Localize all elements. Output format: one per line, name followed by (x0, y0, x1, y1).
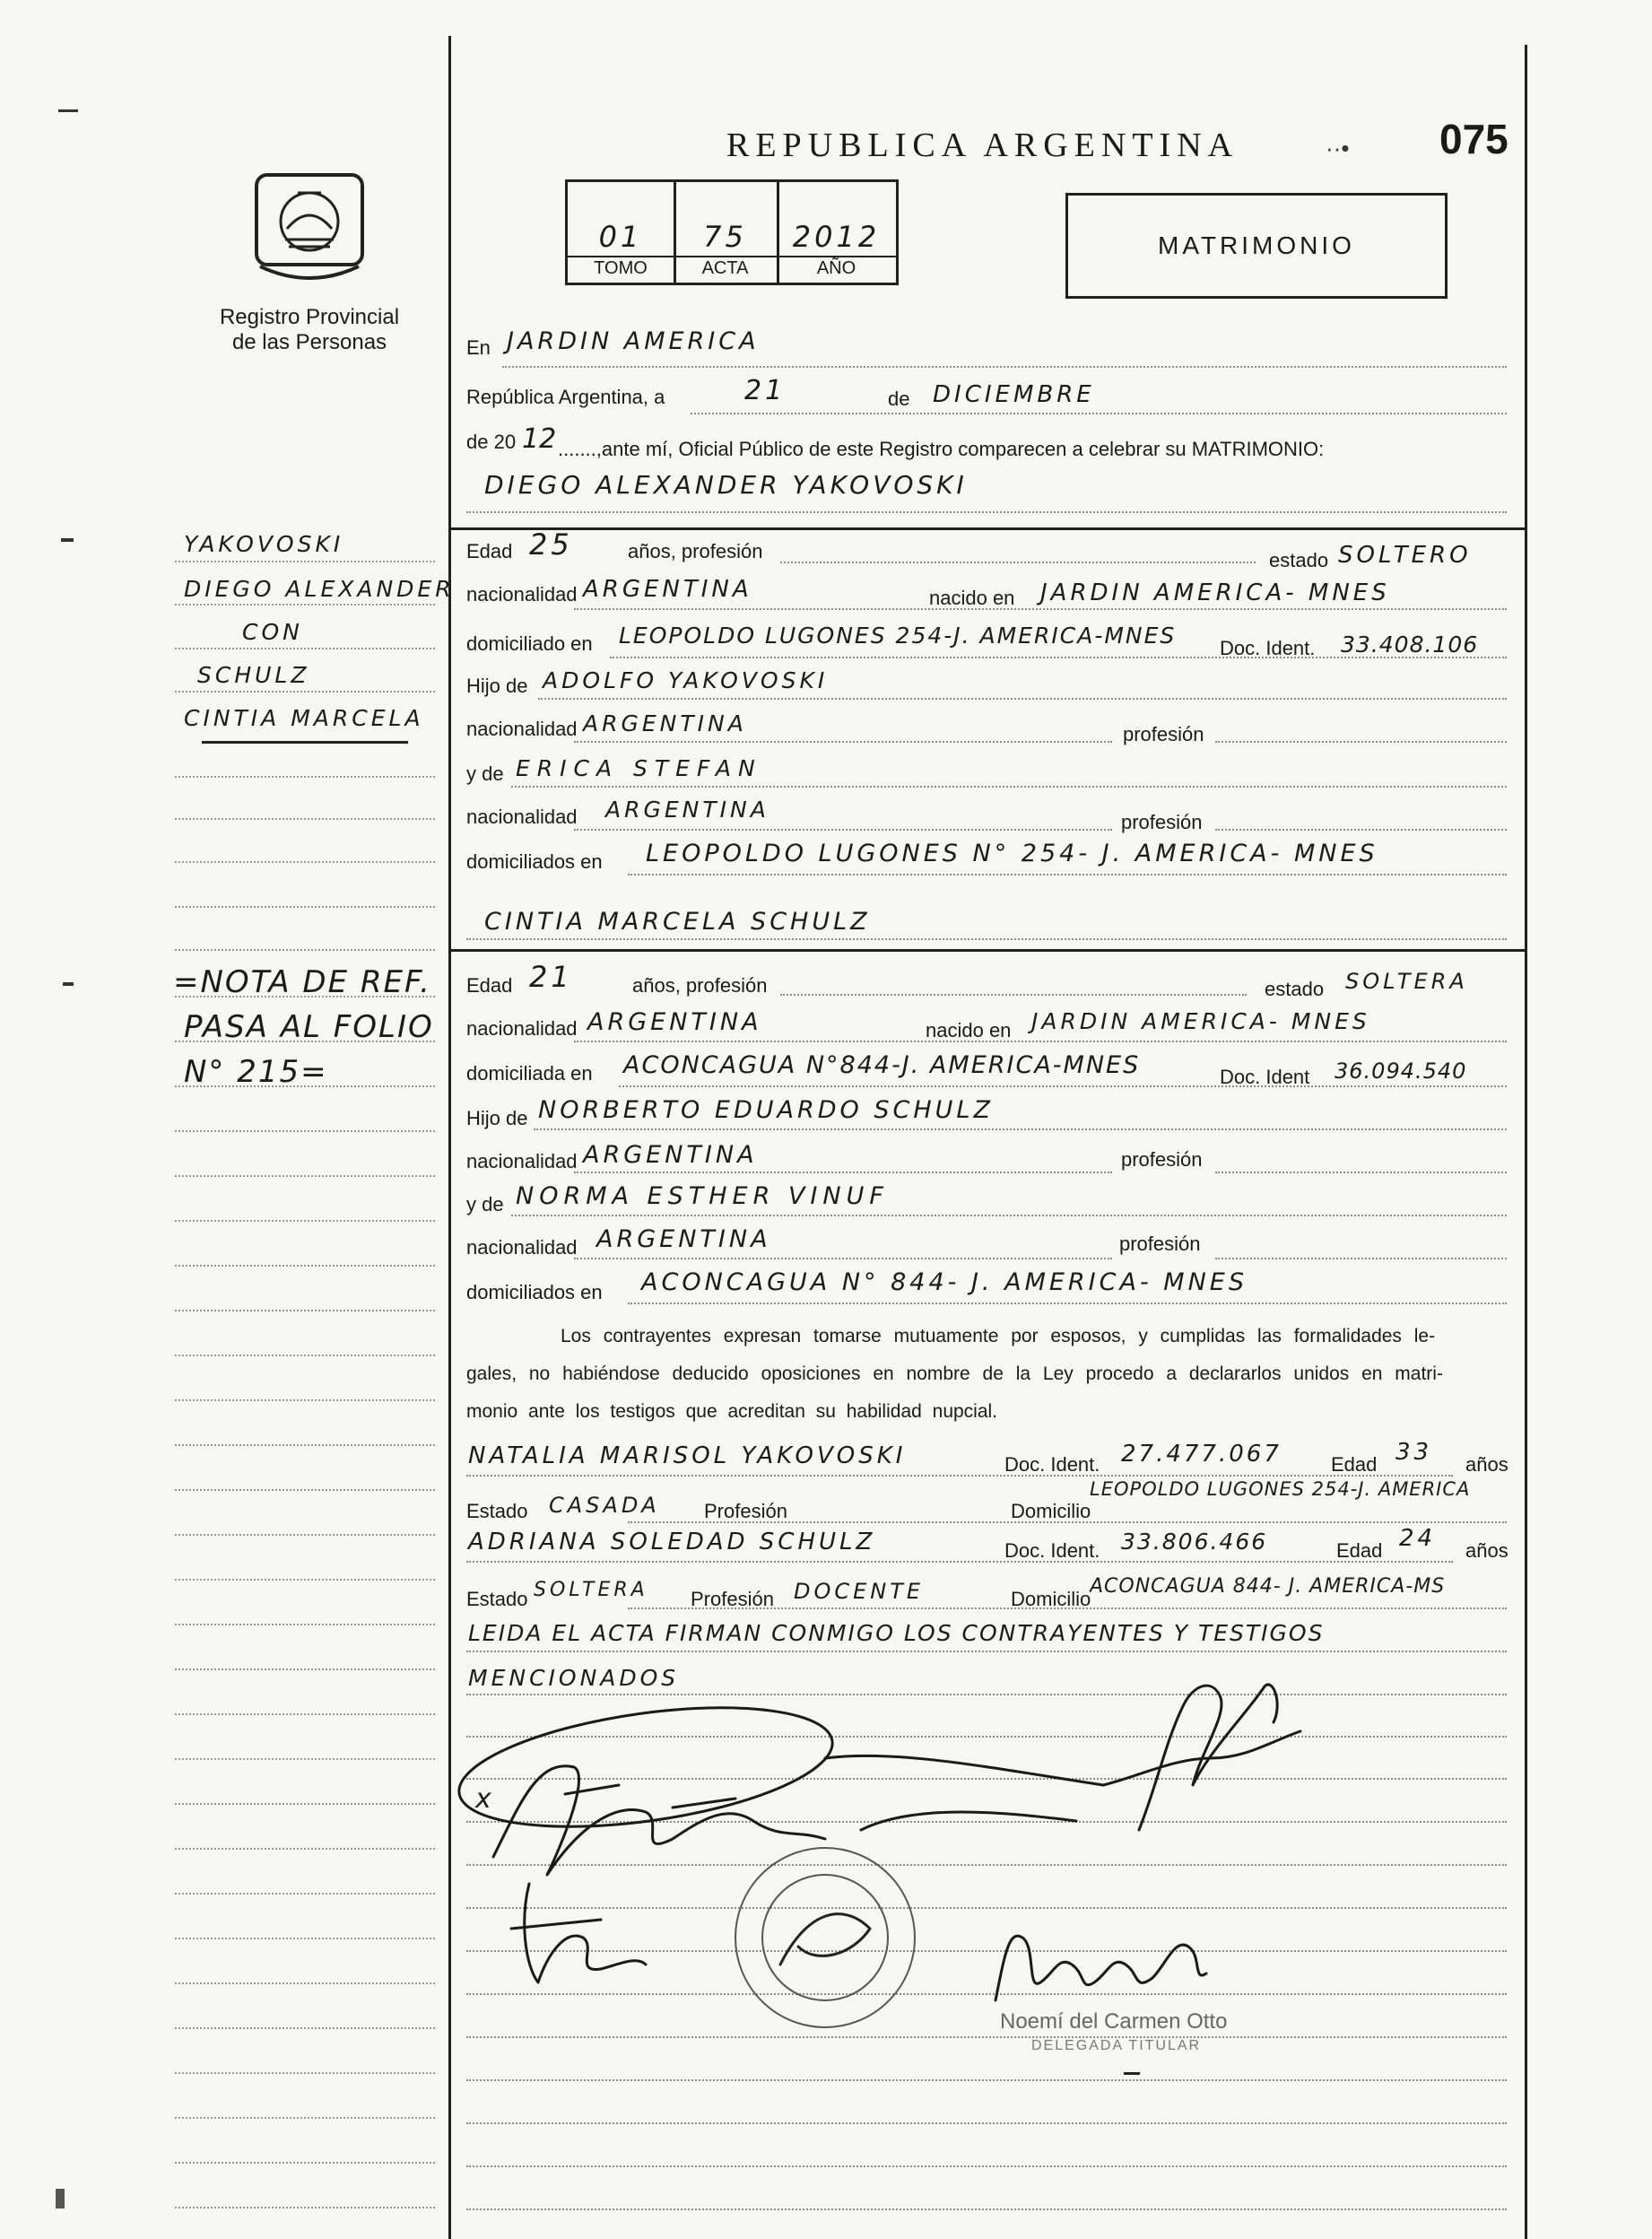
closing-line1: LEIDA EL ACTA FIRMAN CONMIGO LOS CONTRAYENTES Y TESTIGOS (468, 1620, 1325, 1646)
office-name-line1: Registro Provincial (219, 305, 400, 329)
witness2-anos-label: años (1465, 1539, 1509, 1562)
bride-estado-label: estado (1265, 978, 1325, 1000)
anio-label: AÑO (816, 258, 856, 278)
bride-nationality: ARGENTINA (587, 1008, 762, 1036)
year-suffix: 12 (522, 423, 557, 455)
bride-parents-dom-label: domiciliados en (466, 1281, 603, 1303)
witness1-domicilio-label: Domicilio (1011, 1500, 1091, 1522)
bride-doc-label: Doc. Ident (1220, 1066, 1310, 1088)
margin-surname-bride: SCHULZ (197, 662, 310, 688)
edge-mark (56, 2189, 65, 2209)
folio-number: 075 (1439, 116, 1509, 162)
bride-nacido-label: nacido en (926, 1019, 1012, 1041)
bride-mother-prof-label: profesión (1119, 1233, 1201, 1255)
witness2-profession: DOCENTE (794, 1579, 925, 1604)
margin-con: CON (242, 619, 303, 645)
witness1-doc-label: Doc. Ident. (1004, 1453, 1100, 1476)
witness1-doc: 27.477.067 (1121, 1441, 1282, 1468)
bride-mother: NORMA ESTHER VINUF (516, 1182, 889, 1210)
groom-father: ADOLFO YAKOVOSKI (543, 667, 829, 693)
declaration-line3: monio ante los testigos que acreditan su habilidad nupcial. (466, 1401, 998, 1422)
bride-mother-nationality: ARGENTINA (596, 1225, 771, 1253)
folio-dots: ··• (1326, 135, 1350, 161)
margin-surname-groom: YAKOVOSKI (184, 531, 344, 557)
witness1-profesion-label: Profesión (704, 1500, 787, 1522)
bride-full-name: CINTIA MARCELA SCHULZ (484, 908, 871, 936)
bride-anos-profesion-label: años, profesión (632, 974, 768, 997)
registrar-stamp-title: DELEGADA TITULAR (1031, 2038, 1202, 2053)
bride-signature (484, 1866, 664, 1991)
declaration-line1: Los contrayentes expresan tomarse mutuamente por esposos, y cumplidas las formalidades le- (561, 1326, 1436, 1346)
edge-mark (58, 109, 78, 112)
day: 21 (744, 375, 787, 406)
record-number-box (565, 179, 899, 285)
bride-domiciliada-label: domiciliada en (466, 1062, 593, 1085)
witness2-domicilio-label: Domicilio (1011, 1588, 1091, 1610)
groom-mother-nationality: ARGENTINA (605, 797, 769, 823)
record-type-box (1065, 193, 1448, 299)
witness2-age: 24 (1399, 1525, 1437, 1552)
seal-text (251, 223, 368, 224)
groom-birthplace: JARDIN AMERICA- MNES (1040, 579, 1390, 606)
groom-yde-label: y de (466, 762, 504, 785)
bride-father-nac-label: nacionalidad (466, 1150, 578, 1172)
groom-nationality: ARGENTINA (583, 576, 752, 603)
witness1-anos-label: años (1465, 1453, 1509, 1476)
groom-parents-dom-label: domiciliados en (466, 850, 603, 873)
statement: .......,ante mí, Oficial Público de este Registro comparecen a celebrar su MATRIMONIO: (558, 438, 1325, 460)
right-border (1525, 45, 1527, 2239)
anio-value: 2012 (792, 220, 881, 254)
year-prefix: de 20 (466, 431, 517, 453)
stamp-dash (1124, 2072, 1140, 2075)
margin-name-groom: DIEGO ALEXANDER (184, 576, 455, 602)
groom-father-nationality: ARGENTINA (583, 710, 747, 736)
bride-nacionalidad-label: nacionalidad (466, 1017, 578, 1040)
witness2-profesion-label: Profesión (691, 1588, 774, 1610)
note-line3: N° 215= (184, 1054, 328, 1090)
record-type: MATRIMONIO (1158, 231, 1355, 259)
note-line2: PASA AL FOLIO (184, 1009, 434, 1045)
bride-mother-nac-label: nacionalidad (466, 1236, 578, 1259)
groom-address: LEOPOLDO LUGONES 254-J. AMERICA-MNES (619, 623, 1177, 649)
month: DICIEMBRE (933, 381, 1095, 408)
witness2-doc-label: Doc. Ident. (1004, 1539, 1100, 1562)
office-name (193, 305, 426, 355)
bride-father-prof-label: profesión (1121, 1148, 1203, 1171)
groom-nacionalidad-label: nacionalidad (466, 583, 578, 605)
bride-edad-label: Edad (466, 974, 513, 997)
bride-father-nationality: ARGENTINA (583, 1141, 758, 1169)
office-name-line2: de las Personas (231, 330, 387, 354)
margin-underline (202, 741, 408, 744)
republica-label: República Argentina, a (466, 386, 665, 408)
edge-mark (61, 538, 74, 542)
witness2-address: ACONCAGUA 844- J. AMERICA-MS (1090, 1575, 1446, 1598)
seal-emblem-icon (251, 166, 368, 292)
witness2-name: ADRIANA SOLEDAD SCHULZ (468, 1529, 876, 1555)
groom-doc-label: Doc. Ident. (1220, 637, 1316, 659)
bride-hijo-label: Hijo de (466, 1107, 528, 1129)
groom-father-prof-label: profesión (1123, 723, 1204, 745)
bride-yde-label: y de (466, 1193, 504, 1215)
witness1-address: LEOPOLDO LUGONES 254-J. AMERICA (1090, 1478, 1471, 1500)
bride-age: 21 (529, 960, 573, 994)
tomo-value: 01 (598, 220, 643, 254)
section-divider (451, 949, 1525, 952)
groom-full-name: DIEGO ALEXANDER YAKOVOSKI (484, 470, 968, 500)
bride-parents-address: ACONCAGUA N° 844- J. AMERICA- MNES (641, 1268, 1248, 1296)
groom-hijo-label: Hijo de (466, 675, 528, 697)
groom-father-nac-label: nacionalidad (466, 718, 578, 740)
signature-mark-x: x (475, 1783, 495, 1815)
bride-estado: SOLTERA (1345, 969, 1468, 994)
groom-mother: ERICA STEFAN (516, 755, 762, 781)
section-divider (451, 527, 1525, 530)
witness2-estado-label: Estado (466, 1588, 528, 1610)
witness1-estado-label: Estado (466, 1500, 528, 1522)
edge-mark (63, 982, 74, 986)
groom-estado: SOLTERO (1338, 542, 1472, 569)
bride-address: ACONCAGUA N°844-J. AMERICA-MNES (623, 1051, 1141, 1079)
de-label: de (888, 388, 910, 410)
groom-edad-label: Edad (466, 540, 513, 562)
bride-doc: 36.094.540 (1335, 1059, 1467, 1084)
groom-mother-nac-label: nacionalidad (466, 806, 578, 828)
official-seal (717, 1830, 933, 2045)
witness2-doc: 33.806.466 (1121, 1529, 1268, 1555)
bride-father: NORBERTO EDUARDO SCHULZ (538, 1096, 994, 1124)
declaration-line2: gales, no habiéndose deducido oposiciones en nombre de la Ley procedo a declararlos unidos en matri- (466, 1363, 1443, 1384)
groom-domiciliado-label: domiciliado en (466, 632, 593, 655)
acta-label: ACTA (701, 258, 749, 278)
place: JARDIN AMERICA (507, 327, 760, 355)
groom-doc: 33.408.106 (1341, 632, 1479, 658)
acta-value: 75 (703, 220, 747, 254)
witness1-estado: CASADA (549, 1493, 660, 1518)
closing-line2: MENCIONADOS (468, 1665, 680, 1691)
tomo-label: TOMO (594, 258, 648, 278)
registrar-signature (987, 1902, 1220, 2018)
groom-mother-prof-label: profesión (1121, 811, 1203, 833)
groom-estado-label: estado (1269, 549, 1329, 571)
bride-birthplace: JARDIN AMERICA- MNES (1031, 1008, 1370, 1034)
country-title: REPUBLICA ARGENTINA (726, 126, 1239, 164)
margin-name-bride: CINTIA MARCELA (184, 705, 424, 731)
witness1-name: NATALIA MARISOL YAKOVOSKI (468, 1442, 907, 1469)
witness1-edad-label: Edad (1331, 1453, 1378, 1476)
groom-nacido-label: nacido en (929, 587, 1015, 609)
province-seal (251, 166, 368, 292)
groom-age: 25 (529, 527, 573, 562)
registrar-stamp-name: Noemí del Carmen Otto (1000, 2009, 1228, 2034)
witness2-edad-label: Edad (1336, 1539, 1383, 1562)
en-label: En (466, 336, 491, 359)
witness2-estado: SOLTERA (534, 1579, 648, 1601)
groom-parents-address: LEOPOLDO LUGONES N° 254- J. AMERICA- MNES (646, 840, 1378, 867)
groom-anos-profesion-label: años, profesión (628, 540, 763, 562)
witness1-age: 33 (1396, 1439, 1433, 1466)
note-line1: =NOTA DE REF. (173, 964, 431, 1000)
